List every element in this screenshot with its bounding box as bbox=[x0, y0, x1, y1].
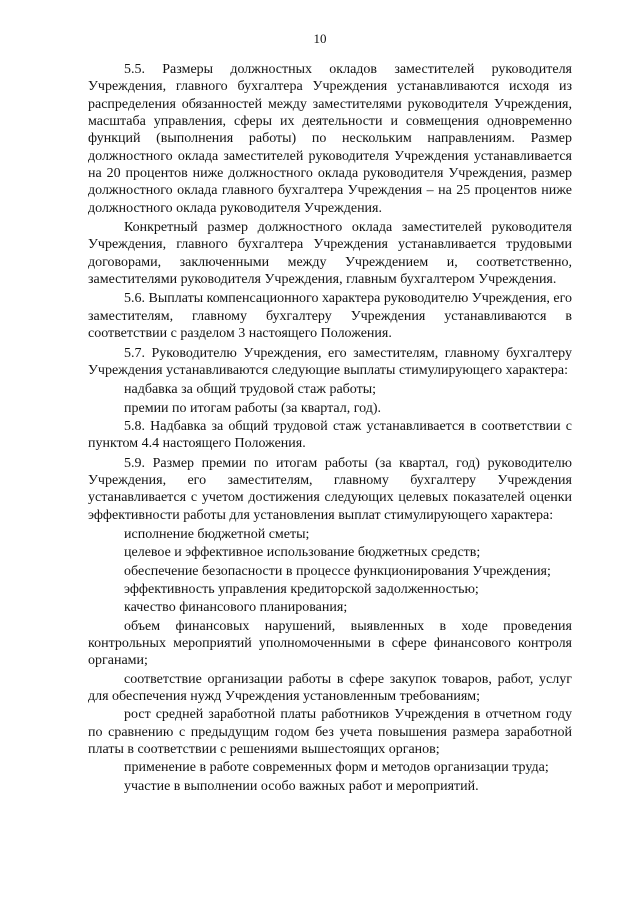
list-item: эффективность управления кредиторской задолженностью; bbox=[124, 581, 479, 597]
paragraph-specific-salary: Конкретный размер должностного оклада заместителей руководителя Учреждения, главного бухгалтера Учреждения устанавливается трудовыми договорами, заключенными между Учреждением и, соответственно, заместителями руководителя Учреждения, главным бухгалтером Учреждения. bbox=[88, 220, 572, 288]
page-number: 10 bbox=[313, 31, 327, 46]
list-item: рост средней заработной платы работников Учреждения в отчетном году по сравнению с предыдущим годом без учета повышения размера заработной платы в соответствии с решениями вышестоящих органов; bbox=[88, 707, 572, 758]
paragraph-5-7: 5.7. Руководителю Учреждения, его заместителям, главному бухгалтеру Учреждения устанавливаются следующие выплаты стимулирующего характера: bbox=[88, 345, 572, 378]
document-body bbox=[88, 61, 572, 796]
list-item: объем финансовых нарушений, выявленных в ходе проведения контрольных мероприятий уполномоченными в сфере финансового контроля органами; bbox=[88, 618, 572, 669]
list-item: качество финансового планирования; bbox=[124, 600, 348, 616]
list-item: целевое и эффективное использование бюджетных средств; bbox=[124, 545, 481, 561]
list-item: применение в работе современных форм и методов организации труда; bbox=[124, 760, 549, 776]
paragraph-5-8: 5.8. Надбавка за общий трудовой стаж устанавливается в соответствии с пунктом 4.4 настоящего Положения. bbox=[88, 418, 572, 452]
paragraph-5-6: 5.6. Выплаты компенсационного характера руководителю Учреждения, его заместителям, главному бухгалтеру Учреждения устанавливаются в соответствии с разделом 3 настоящего Положения. bbox=[88, 291, 572, 342]
list-item: обеспечение безопасности в процессе функционирования Учреждения; bbox=[124, 563, 551, 579]
list-item: исполнение бюджетной сметы; bbox=[124, 526, 310, 542]
list-item: премии по итогам работы (за квартал, год). bbox=[124, 400, 382, 416]
list-item: надбавка за общий трудовой стаж работы; bbox=[124, 382, 377, 398]
list-item: соответствие организации работы в сфере закупок товаров, работ, услуг для обеспечения нужд Учреждения установленным требованиям; bbox=[88, 671, 572, 705]
list-item: участие в выполнении особо важных работ и мероприятий. bbox=[124, 778, 479, 794]
paragraph-5-9: 5.9. Размер премии по итогам работы (за квартал, год) руководителю Учреждения, его заместителям, главному бухгалтеру Учреждения устанавливается с учетом достижения следующих целевых показателей оценки эффективности работы для установления выплат стимулирующего характера: bbox=[88, 455, 572, 523]
paragraph-5-5: 5.5. Размеры должностных окладов заместителей руководителя Учреждения, главного бухгалтера Учреждения устанавливаются исходя из распределения обязанностей между заместителями руководителя Учреждения, масштаба управления, сферы их деятельности и совмещения одновременно функций (выполнения работы) по нескольким направлениям. Размер должностного оклада заместителей руководителя Учреждения устанавливается на 20 процентов ниже должностного оклада руководителя Учреждения, размер должностного оклада главного бухгалтера Учреждения – на 25 процентов ниже должностного оклада руководителя Учреждения. bbox=[88, 62, 572, 216]
